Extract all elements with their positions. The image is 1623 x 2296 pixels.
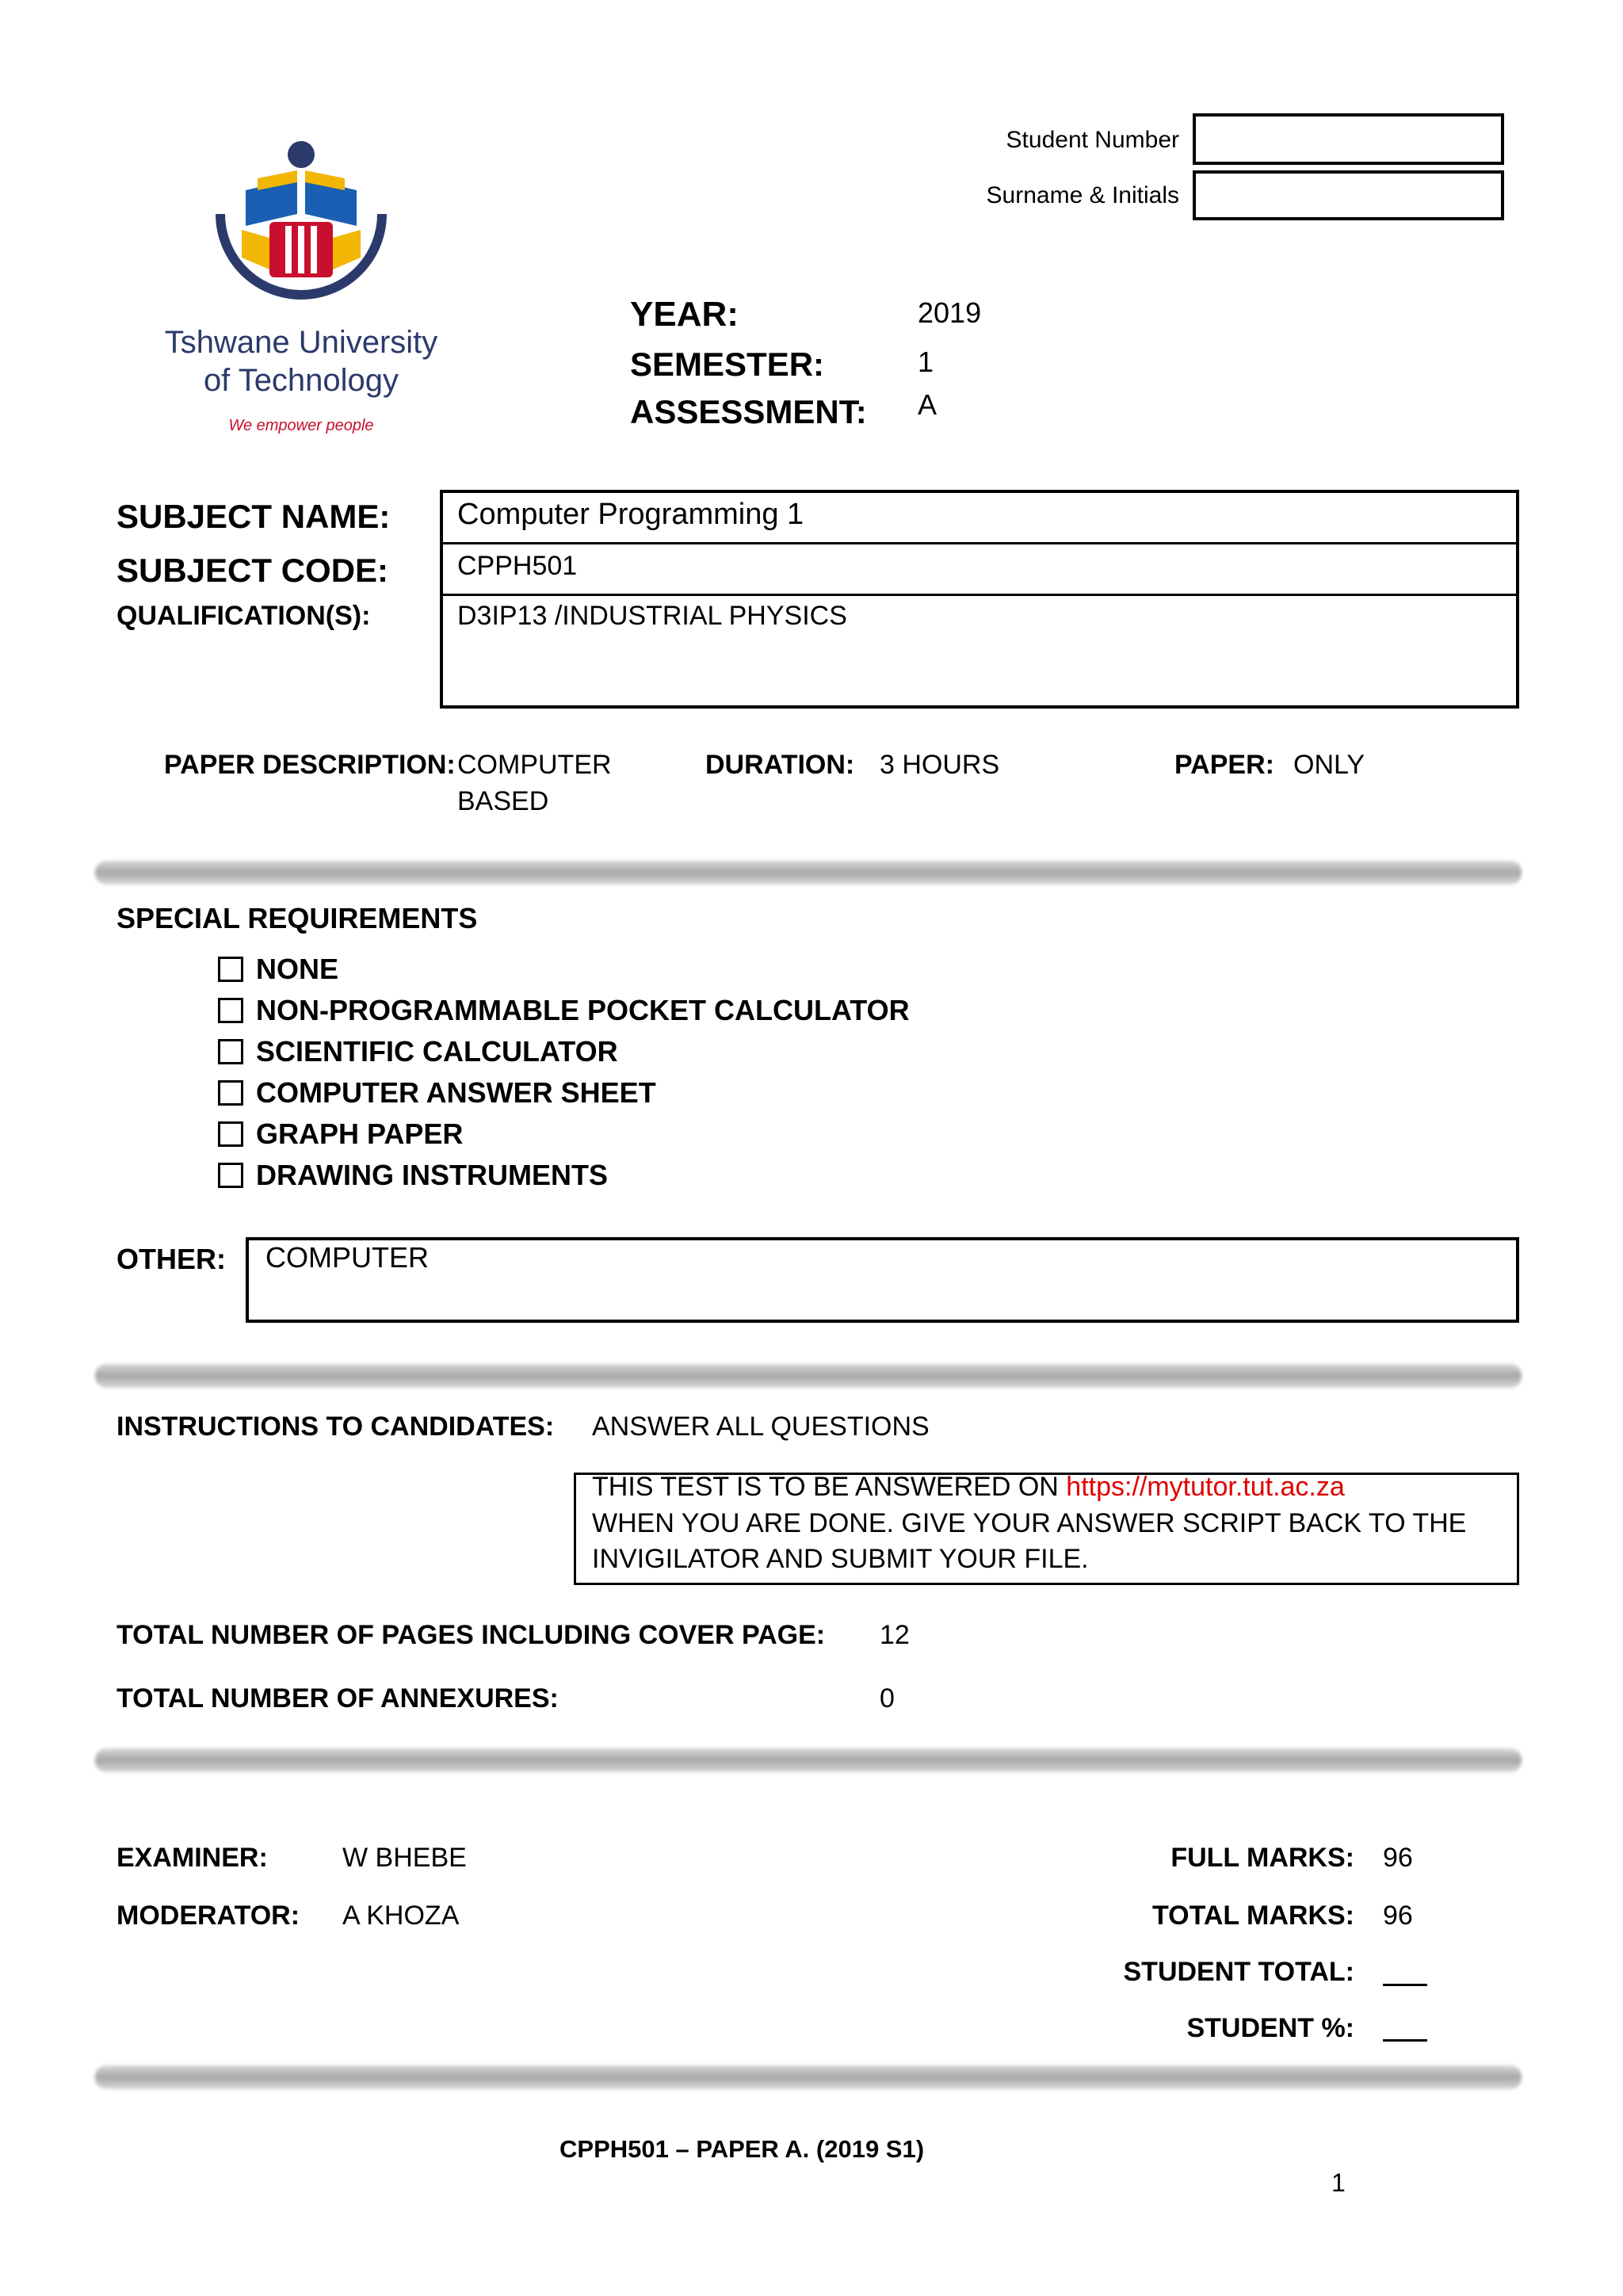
paper-description-label: PAPER DESCRIPTION: [164,750,456,780]
examiner-value: W BHEBE [342,1843,467,1873]
requirement-scientific-calculator[interactable] [218,1035,618,1068]
moderator-value: A KHOZA [342,1901,460,1931]
qualification-value: D3IP13 /INDUSTRIAL PHYSICS [457,601,847,631]
requirement-label: NON-PROGRAMMABLE POCKET CALCULATOR [256,994,910,1026]
requirement-pocket-calculator[interactable] [218,994,910,1027]
requirement-label: COMPUTER ANSWER SHEET [256,1076,656,1109]
duration-value: 3 HOURS [880,750,1000,780]
section-divider-1 [95,861,1522,884]
checkbox-icon[interactable] [218,957,243,982]
other-box [246,1237,1519,1323]
examiner-label: EXAMINER: [116,1843,268,1873]
section-divider-3 [95,1748,1522,1772]
total-marks-value: 96 [1383,1901,1413,1931]
full-marks-label: FULL MARKS: [1170,1843,1354,1873]
semester-label: SEMESTER: [630,346,825,383]
page-number: 1 [1331,2168,1346,2197]
year-label: YEAR: [630,295,739,334]
student-number-label: Student Number [1006,127,1179,153]
checkbox-icon[interactable] [218,1039,243,1064]
duration-label: DURATION: [705,750,855,780]
requirement-drawing-instruments[interactable] [218,1159,608,1192]
requirement-label: DRAWING INSTRUMENTS [256,1159,608,1191]
total-marks-label: TOTAL MARKS: [1152,1901,1354,1931]
subject-divider-1 [440,542,1519,544]
instructions-label: INSTRUCTIONS TO CANDIDATES: [116,1412,555,1442]
instructions-line1: ANSWER ALL QUESTIONS [592,1412,930,1442]
semester-value: 1 [918,346,934,378]
paper-description-line2: BASED [457,786,549,816]
subject-name-value: Computer Programming 1 [457,498,804,531]
instructions-box-line1 [592,1472,1345,1503]
subject-code-label: SUBJECT CODE: [116,552,389,589]
instructions-box-prefix: THIS TEST IS TO BE ANSWERED ON [592,1472,1067,1502]
surname-initials-label: Surname & Initials [986,182,1179,208]
requirement-label: GRAPH PAPER [256,1117,464,1150]
subject-name-label: SUBJECT NAME: [116,498,391,535]
instructions-box-line3: INVIGILATOR AND SUBMIT YOUR FILE. [592,1544,1089,1574]
university-logo [151,135,452,444]
requirement-graph-paper[interactable] [218,1117,463,1151]
student-total-blank[interactable] [1383,1984,1427,1986]
subject-divider-2 [440,594,1519,596]
checkbox-icon[interactable] [218,1121,243,1147]
section-divider-4 [95,2065,1522,2089]
assessment-label: ASSESSMENT: [630,393,867,430]
paper-description-line1: COMPUTER [457,750,612,780]
student-percent-label: STUDENT %: [1186,2013,1354,2043]
other-label: OTHER: [116,1243,226,1275]
university-name-line1: Tshwane University [164,325,438,360]
footer-paper-ref: CPPH501 – PAPER A. (2019 S1) [559,2135,925,2163]
total-pages-label: TOTAL NUMBER OF PAGES INCLUDING COVER PAGE: [116,1620,826,1650]
total-annexures-label: TOTAL NUMBER OF ANNEXURES: [116,1683,559,1713]
year-value: 2019 [918,296,982,329]
assessment-value: A [918,388,938,421]
checkbox-icon[interactable] [218,1080,243,1106]
university-emblem-icon [151,135,452,301]
requirement-answer-sheet[interactable] [218,1076,656,1110]
checkbox-icon[interactable] [218,998,243,1023]
university-motto: We empower people [228,417,374,434]
student-number-field[interactable] [1193,113,1504,165]
instructions-box-line2: WHEN YOU ARE DONE. GIVE YOUR ANSWER SCRIPT BACK TO THE [592,1508,1467,1538]
university-name-line2: of Technology [203,363,399,398]
total-pages-value: 12 [880,1620,910,1650]
mytutor-link[interactable]: https://mytutor.tut.ac.za [1066,1472,1345,1502]
special-requirements-title: SPECIAL REQUIREMENTS [116,902,478,934]
checkbox-icon[interactable] [218,1163,243,1188]
other-value: COMPUTER [265,1241,429,1274]
paper-value: ONLY [1293,750,1365,780]
qualification-label: QUALIFICATION(S): [116,601,371,631]
subject-code-value: CPPH501 [457,551,578,581]
total-annexures-value: 0 [880,1683,895,1713]
section-divider-2 [95,1364,1522,1388]
requirement-label: NONE [256,953,339,985]
requirement-none[interactable] [218,953,338,986]
student-total-label: STUDENT TOTAL: [1123,1957,1354,1987]
requirement-label: SCIENTIFIC CALCULATOR [256,1035,618,1068]
moderator-label: MODERATOR: [116,1901,300,1931]
paper-label: PAPER: [1174,750,1274,780]
surname-initials-field[interactable] [1193,170,1504,220]
full-marks-value: 96 [1383,1843,1413,1873]
student-percent-blank[interactable] [1383,2039,1427,2042]
